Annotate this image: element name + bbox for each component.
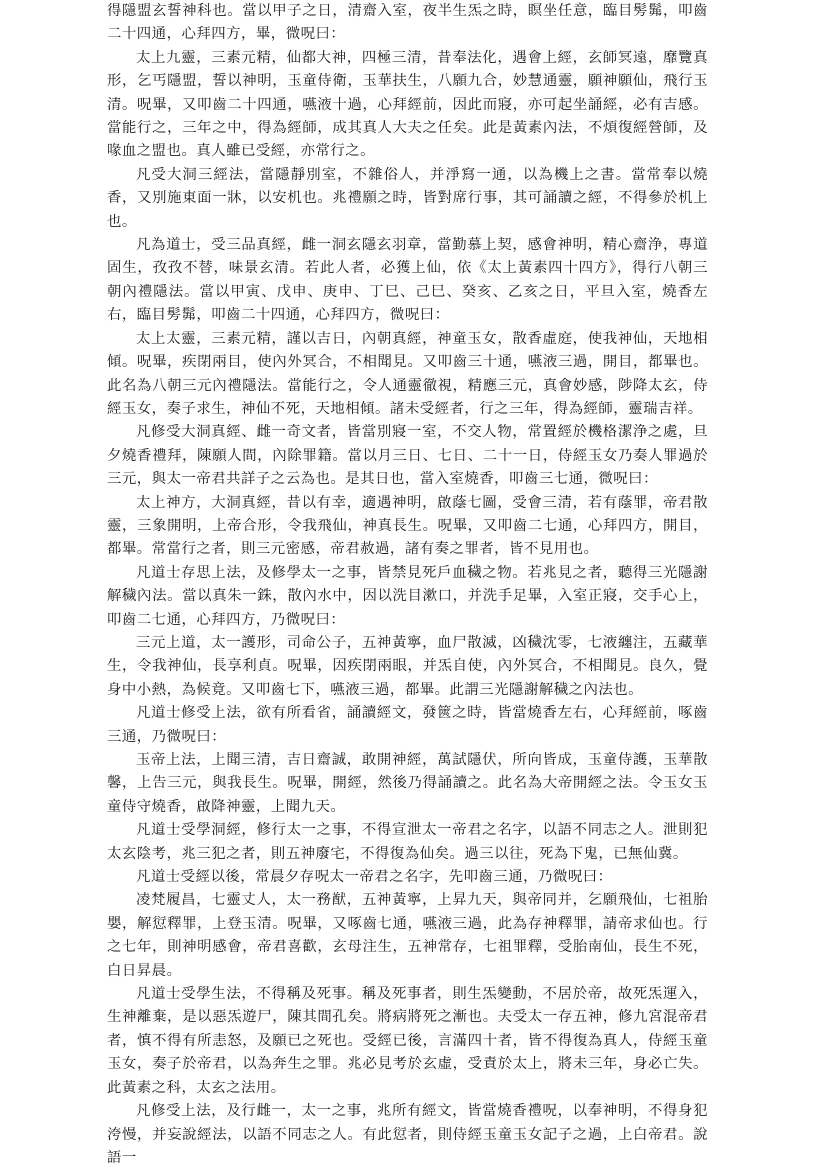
paragraph: 得隱盟玄誓神科也。當以甲子之日，清齋入室，夜半生炁之時，瞑坐任意，臨目髣髴，叩齒二十四通，心拜四方，畢，微呪曰：: [107, 3, 708, 43]
paragraph: 太上九靈，三素元精，仙都大神，四極三清，昔奉法化，遇會上經，玄師冥遠，靡覽真形，乞丐隱盟，誓以神明，玉童侍衛，玉華扶生，八願九合，妙慧通靈，願神願仙，飛行玉清。呪畢，又叩齒二十四通，嚥液十過，心拜經前，因此而寢，亦可起坐誦經，必有吉感。當能行之，三年之中，得為經師，成其真人大夫之任矣。此是黃素內法，不煩復經營師，及喙血之盟也。真人雖已受經，亦常行之。: [107, 49, 708, 160]
paragraph: 凡道士受經以後，常晨夕存呪太一帝君之名字，先叩齒三通，乃微呪曰：: [136, 869, 613, 886]
paragraph: 凡修受大洞真經、雌一奇文者，皆當別寢一室，不交人物，常置經於機格潔浄之處，旦夕燒香禮拜，陳願人間，內除罪籍。當以月三日、七日、二十一日，侍經玉女乃奏人罪過於三元，與太一帝君共詳子之云為也。是其日也，當入室燒香，叩齒三七通，微呪曰：: [107, 424, 708, 488]
paragraph: 玉帝上法，上聞三清，吉日齋誠，敢開神經，萬試隱伏，所向皆成，玉童侍護，玉華散馨，上告三元，與我長生。呪畢，開經，然後乃得誦讀之。此名為大帝開經之法。令玉女玉童侍守燒香，啟降神靈，上聞九天。: [107, 752, 708, 815]
paragraph: 凡道士修受上法，欲有所看省，誦讀經文，發篋之時，皆當燒香左右，心拜經前，啄齒三通，乃微呪曰：: [107, 705, 708, 745]
document-page: [107, 0, 708, 1170]
paragraph: 凡受大洞三經法，當隱靜別室，不雜俗人，并淨寫一通，以為機上之書。當常奉以燒香，又別施東面一牀，以安机也。兆禮願之時，皆對席行事，其可誦讀之經，不得參於机上也。: [107, 166, 708, 230]
paragraph: 凌梵履昌，七靈丈人，太一務猷，五神黃寧，上昇九天，與帝同并，乞願飛仙，七祖胎嬰，解愆釋罪，上登玉清。呪畢，又啄齒七通，嚥液三過，此為存神釋罪，請帝求仙也。行之七年，則神明感會，帝君喜歡，玄母注生，五神常存，七祖罪釋，受胎南仙，長生不死，白日昇晨。: [107, 892, 708, 979]
paragraph: 凡為道士，受三品真經，雌一洞玄隱玄羽章，當勤慕上契，感會神明，精心齋浄，專道固生，孜孜不替，味景玄清。若此人者，必獲上仙，依《太上黃素四十四方》，得行八朝三朝內禮隱法。當以甲寅、戊申、庚申、丁巳、己巳、癸亥、乙亥之日，平旦入室，燒香左右，臨目髣髴，叩齒二十四通，心拜四方，微呪曰：: [107, 237, 708, 324]
paragraph: 三元上道，太一護形，司命公子，五神黃寧，血尸散滅，凶穢沈零，七液纏注，五藏華生，令我神仙，長享利貞。呪畢，因疾閉兩眼，并炁自使，內外冥合，不相聞見。良久，覺身中小熱，為候竟。又叩齒七下，嚥液三過，都畢。此謂三光隱謝解穢之內法也。: [107, 634, 708, 698]
paragraph: 凡道士存思上法，及修學太一之事，皆禁見死戶血穢之物。若兆見之者，聽得三光隱謝解穢內法。當以真朱一銖，散內水中，因以洗目漱口，并洗手足畢，入室正寢，交手心上，叩齒二七通，心拜四方，乃微呪曰：: [107, 564, 708, 628]
paragraph: 太上太靈，三素元精，謹以吉日，內朝真經，神童玉女，散香虛庭，使我神仙，天地相傾。呪畢，疾閉兩目，使內外冥合，不相聞見。又叩齒三十通，嚥液三過，開目，都畢也。此名為八朝三元內禮隱法。當能行之，令人通靈徹視，精應三元，真會妙感，陟降太玄，侍經玉女，奏子求生，神仙不死，天地相傾。諸未受經者，行之三年，得為經師，靈瑞吉祥。: [107, 330, 708, 417]
paragraph: 凡修受上法，及行雌一，太一之事，兆所有經文，皆當燒香禮呪，以奉神明，不得身犯洿慢，并妄說經法，以語不同志之人。有此愆者，則侍經玉童玉女記子之過，上白帝君。說語一: [107, 1103, 708, 1166]
paragraph: 凡道士受學洞經，修行太一之事，不得宣泄太一帝君之名字，以語不同志之人。泄則犯太玄陰考，兆三犯之者，則五神廢宅，不得復為仙矣。過三以往，死為下鬼，已無仙冀。: [107, 822, 708, 862]
paragraph: 凡道士受學生法，不得稱及死事。稱及死事者，則生炁變動，不居於帝，故死炁運入，生神離棄，是以惡炁遊尸，陳其間孔矣。將病將死之漸也。夫受太一存五神，修九宮混帝君者，慎不得有所恚怒，及願已之死也。受經已後，言滿四十者，皆不得復為真人，侍經玉童玉女，奏子於帝君，以為奔生之罪。兆必見考於玄虛，受責於太上，將未三年，身必亡失。此黃素之科，太玄之法用。: [107, 986, 708, 1096]
paragraph: 太上神方，大洞真經，昔以有幸，適遇神明，啟蔭七圖，受會三清，若有蔭罪，帝君散靈，三象開明，上帝合形，令我飛仙，神真長生。呪畢，又叩齒二七通，心拜四方，開目，都畢。常當行之者，則三元密感，帝君赦過，諸有奏之罪者，皆不見用也。: [107, 494, 708, 558]
